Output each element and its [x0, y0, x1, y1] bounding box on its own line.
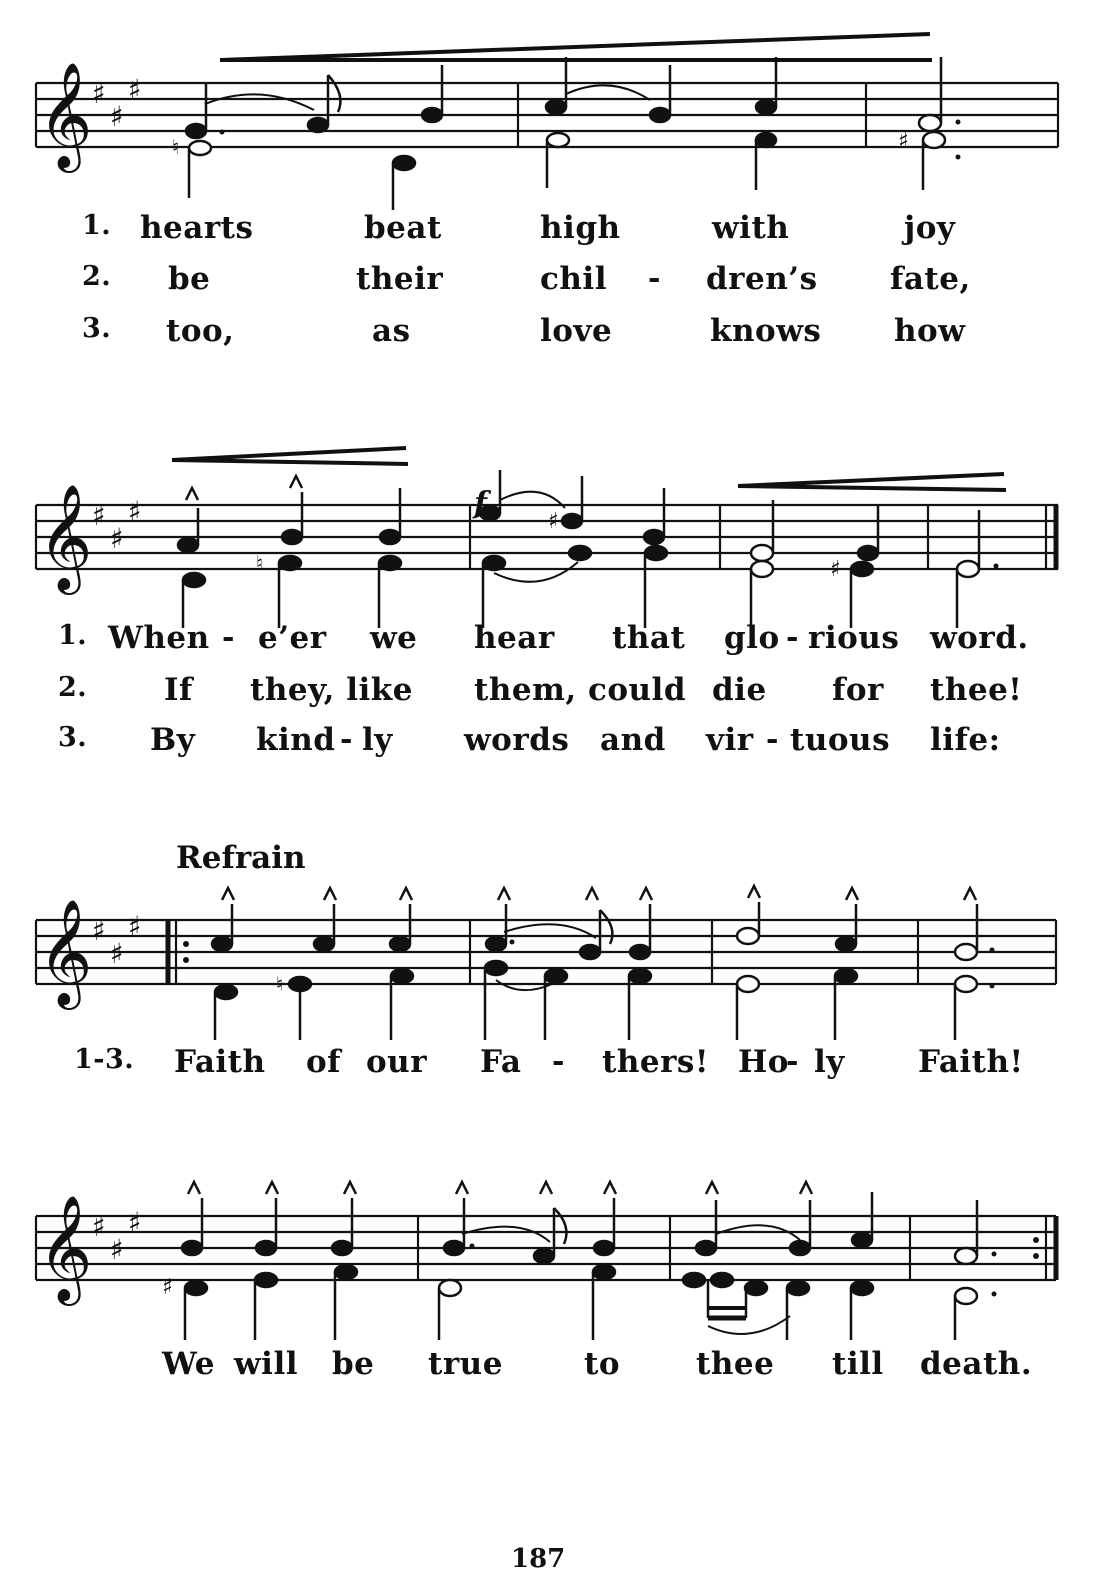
svg-text:♯: ♯ [128, 495, 142, 528]
svg-text:♯: ♯ [92, 499, 106, 532]
refrain-label: Refrain [176, 840, 306, 876]
svg-text:♯: ♯ [110, 522, 124, 555]
svg-text:♯: ♯ [548, 509, 559, 534]
lyric-syllable: If [164, 672, 193, 708]
svg-text:♯: ♯ [92, 1210, 106, 1243]
verse-number: 2. [82, 261, 112, 292]
svg-text:𝄞: 𝄞 [38, 1194, 93, 1301]
lyric-syllable: true [428, 1346, 503, 1382]
lyric-syllable: rious [808, 620, 900, 656]
lyric-syllable: We [162, 1346, 216, 1382]
lyric-syllable: with [712, 210, 790, 246]
lyric-syllable: till [832, 1346, 884, 1382]
lyric-syllable: as [372, 313, 411, 349]
staff-system-1 [0, 20, 1112, 220]
lyric-syllable: e’er [258, 620, 327, 656]
svg-text:𝄞: 𝄞 [38, 898, 93, 1005]
svg-text:♯: ♯ [830, 557, 841, 582]
lyric-syllable: glo [724, 620, 780, 656]
svg-text:♮: ♮ [172, 135, 180, 159]
lyric-syllable: die [712, 672, 767, 708]
lyric-syllable: Fa [480, 1044, 522, 1080]
svg-text:♯: ♯ [162, 1275, 173, 1300]
verse-number: 2. [58, 672, 88, 703]
verse-number: 1-3. [74, 1044, 135, 1075]
lyric-syllable: Ho [738, 1044, 789, 1080]
svg-text:♯: ♯ [898, 129, 909, 154]
lyric-syllable: words [464, 722, 570, 758]
lyric-syllable: we [370, 620, 418, 656]
svg-text:♯: ♯ [110, 937, 124, 970]
dynamic-forte: f [474, 486, 487, 521]
svg-text:♯: ♯ [128, 73, 142, 106]
lyric-syllable: death. [920, 1346, 1033, 1382]
lyric-syllable: that [612, 620, 686, 656]
page-number: 187 [511, 1544, 566, 1574]
lyric-syllable: hear [474, 620, 555, 656]
lyrics-system-2-verse-2 [0, 672, 1112, 716]
lyric-syllable: them, could [474, 672, 687, 708]
lyrics-system-1-verse-3 [0, 313, 1112, 357]
lyric-syllable: too, [166, 313, 235, 349]
lyric-syllable: life: [930, 722, 1001, 758]
lyrics-system-3-refrain [0, 1044, 1112, 1088]
lyric-syllable: thee [696, 1346, 775, 1382]
verse-number: 3. [58, 722, 88, 753]
lyric-syllable: Faith! [918, 1044, 1024, 1080]
lyric-syllable: will [234, 1346, 299, 1382]
svg-text:𝄞: 𝄞 [38, 61, 93, 168]
lyric-hyphen: - [648, 261, 661, 296]
svg-text:♯: ♯ [92, 77, 106, 110]
lyric-syllable: dren’s [706, 261, 818, 297]
lyrics-system-2-verse-3 [0, 722, 1112, 766]
lyric-syllable: vir [706, 722, 754, 758]
lyrics-system-4 [0, 1346, 1112, 1390]
lyric-hyphen: - [222, 620, 235, 655]
lyric-syllable: When [108, 620, 210, 656]
svg-text:♯: ♯ [92, 914, 106, 947]
verse-number: 1. [58, 620, 88, 651]
svg-text:♯: ♯ [128, 1206, 142, 1239]
staff-system-3 [0, 870, 1112, 1050]
lyric-syllable: By [150, 722, 196, 758]
lyric-hyphen: - [766, 722, 779, 757]
lyric-syllable: knows [710, 313, 822, 349]
lyric-syllable: how [894, 313, 966, 349]
lyric-syllable: hearts [140, 210, 254, 246]
lyric-syllable: joy [904, 210, 956, 246]
lyric-syllable: their [356, 261, 444, 297]
verse-number: 3. [82, 313, 112, 344]
lyric-syllable: ly [814, 1044, 845, 1080]
svg-text:♯: ♯ [110, 1233, 124, 1266]
lyric-syllable: fate, [890, 261, 971, 297]
lyric-hyphen: - [786, 620, 799, 655]
lyric-hyphen: - [340, 722, 353, 757]
lyric-syllable: chil [540, 261, 607, 297]
lyric-syllable: Faith [174, 1044, 266, 1080]
lyric-syllable: ly [362, 722, 393, 758]
lyric-syllable: they, like [250, 672, 413, 708]
lyric-syllable: tuous [790, 722, 891, 758]
lyrics-system-2-verse-1 [0, 620, 1112, 664]
lyric-syllable: thers! [602, 1044, 709, 1080]
lyric-syllable: for [832, 672, 884, 708]
svg-text:♮: ♮ [256, 551, 264, 575]
lyric-syllable: of [306, 1044, 342, 1080]
lyric-syllable: be [332, 1346, 375, 1382]
lyric-syllable: thee! [930, 672, 1023, 708]
lyric-syllable: beat [364, 210, 442, 246]
lyric-syllable: be [168, 261, 211, 297]
staff-system-2 [0, 430, 1112, 630]
lyric-syllable: to [584, 1346, 620, 1382]
svg-text:♯: ♯ [128, 910, 142, 943]
lyric-syllable: love [540, 313, 613, 349]
lyric-syllable: word. [930, 620, 1029, 656]
svg-text:♯: ♯ [110, 100, 124, 133]
svg-text:♮: ♮ [276, 972, 284, 996]
svg-text:𝄞: 𝄞 [38, 483, 93, 590]
lyric-hyphen: - [786, 1044, 799, 1079]
verse-number: 1. [82, 210, 112, 241]
lyrics-system-1-verse-1 [0, 210, 1112, 254]
lyrics-system-1-verse-2 [0, 261, 1112, 305]
lyric-syllable: and [600, 722, 666, 758]
staff-system-4 [0, 1168, 1112, 1358]
lyric-hyphen: - [552, 1044, 565, 1079]
lyric-syllable: high [540, 210, 621, 246]
lyric-syllable: kind [256, 722, 336, 758]
lyric-syllable: our [366, 1044, 428, 1080]
